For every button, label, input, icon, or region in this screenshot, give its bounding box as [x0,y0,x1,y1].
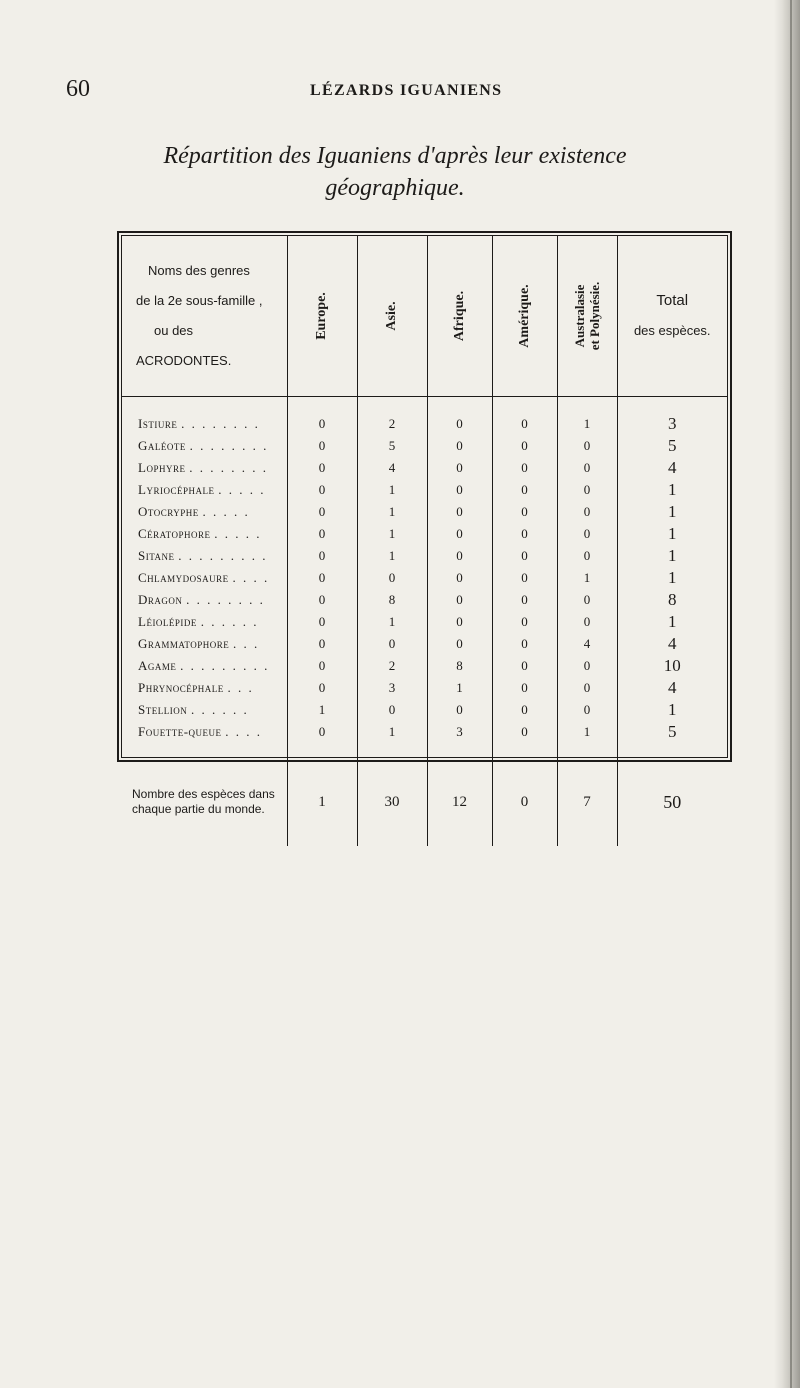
count-europe: 0 [287,397,357,436]
count-asia: 3 [357,677,427,699]
count-total: 1 [617,699,727,721]
region-header-europe [287,236,357,397]
count-europe: 0 [287,435,357,457]
count-europe: 0 [287,567,357,589]
genus-name [122,721,287,758]
genus-name [122,457,287,479]
genus-name [122,699,287,721]
genus-label: Galéote [138,438,186,453]
genus-label: Cératophore [138,526,211,541]
genus-header-line: ou des [154,323,194,338]
region-header-africa [427,236,492,397]
count-america: 0 [492,655,557,677]
count-asia: 0 [357,633,427,655]
genus-label: Otocryphe [138,504,199,519]
genus-name [122,589,287,611]
count-asia: 2 [357,397,427,436]
page-header [0,76,800,106]
count-africa: 0 [427,523,492,545]
count-asia: 1 [357,523,427,545]
count-europe: 0 [287,545,357,567]
count-australasia: 1 [557,721,617,758]
count-australasia: 0 [557,435,617,457]
table-title [40,140,750,204]
genus-label: Agame [138,658,177,673]
count-asia: 5 [357,435,427,457]
region-label-line: et Polynésie. [587,281,602,351]
count-australasia: 0 [557,545,617,567]
leader-dots: . . . [227,680,254,695]
genus-label: Phrynocéphale [138,680,224,695]
count-africa: 0 [427,397,492,436]
count-africa: 0 [427,501,492,523]
leader-dots: . . . . . . . . . [180,658,270,673]
table-row [122,655,727,677]
count-asia: 2 [357,655,427,677]
count-europe: 0 [287,655,357,677]
leader-dots: . . . . . . . . [189,460,268,475]
leader-dots: . . . . . . . . [189,438,269,453]
region-header-asia [357,236,427,397]
region-label-line: Australasie [572,284,587,348]
region-label: Europe. [314,292,329,340]
genus-column-header [122,236,287,397]
leader-dots: . . . . . [202,504,250,519]
table-row [122,699,727,721]
count-africa: 1 [427,677,492,699]
summary-africa: 12 [427,758,492,847]
count-total: 1 [617,611,727,633]
count-america: 0 [492,457,557,479]
count-asia: 1 [357,479,427,501]
summary-label-line: chaque partie du monde. [132,802,265,816]
count-total: 4 [617,677,727,699]
count-total: 1 [617,567,727,589]
count-asia: 0 [357,699,427,721]
count-total: 4 [617,457,727,479]
page-spine-shadow [774,0,800,1388]
count-europe: 0 [287,523,357,545]
count-total: 5 [617,721,727,758]
count-africa: 0 [427,567,492,589]
table-row [122,523,727,545]
count-europe: 0 [287,633,357,655]
genus-name [122,633,287,655]
summary-label [122,758,287,847]
count-america: 0 [492,677,557,699]
count-asia: 1 [357,611,427,633]
summary-total: 50 [617,758,727,847]
count-europe: 1 [287,699,357,721]
count-australasia: 0 [557,479,617,501]
table-row [122,589,727,611]
page-number: 60 [66,76,90,102]
summary-america: 0 [492,758,557,847]
table-title-line-2: géographique. [325,175,465,201]
summary-row [122,758,727,847]
count-total: 1 [617,479,727,501]
table-row [122,545,727,567]
leader-dots: . . . . . [214,526,262,541]
genus-name [122,567,287,589]
count-europe: 0 [287,721,357,758]
count-africa: 0 [427,479,492,501]
region-header-australasia [557,236,617,397]
table-row [122,457,727,479]
genus-label: Fouette-queue [138,724,222,739]
table-row [122,397,727,436]
count-australasia: 0 [557,457,617,479]
count-total: 8 [617,589,727,611]
leader-dots: . . . . . . . . [181,416,260,431]
genus-label: Lyriocéphale [138,482,215,497]
distribution-table [122,236,727,846]
genus-label: Istiure [138,416,178,431]
region-label [572,282,602,351]
count-africa: 8 [427,655,492,677]
count-australasia: 0 [557,589,617,611]
count-europe: 0 [287,611,357,633]
count-australasia: 0 [557,699,617,721]
genus-header-line: de la 2e sous-famille , [136,293,263,308]
count-america: 0 [492,479,557,501]
total-header-line: des espèces. [633,323,711,338]
summary-asia: 30 [357,758,427,847]
count-america: 0 [492,435,557,457]
table-title-line-1: Répartition des Iguaniens d'après leur existence [163,143,627,169]
count-america: 0 [492,699,557,721]
count-europe: 0 [287,479,357,501]
genus-name [122,501,287,523]
total-header-line: Total [656,292,689,309]
summary-label-line: Nombre des espèces dans [132,787,275,801]
table-row [122,611,727,633]
count-europe: 0 [287,677,357,699]
count-africa: 0 [427,589,492,611]
count-australasia: 1 [557,397,617,436]
leader-dots: . . . . . . [200,614,259,629]
count-america: 0 [492,633,557,655]
count-asia: 4 [357,457,427,479]
count-america: 0 [492,721,557,758]
genus-label: Dragon [138,592,183,607]
count-total: 5 [617,435,727,457]
leader-dots: . . . . . . [190,702,249,717]
count-america: 0 [492,501,557,523]
count-africa: 0 [427,545,492,567]
region-label: Asie. [384,301,399,331]
count-america: 0 [492,589,557,611]
count-america: 0 [492,523,557,545]
region-label: Afrique. [451,290,467,342]
genus-name [122,611,287,633]
count-australasia: 1 [557,567,617,589]
genus-label: Chlamydosaure [138,570,229,585]
leader-dots: . . . . [225,724,263,739]
count-asia: 1 [357,721,427,758]
summary-europe: 1 [287,758,357,847]
genus-name [122,435,287,457]
summary-australasia: 7 [557,758,617,847]
count-europe: 0 [287,457,357,479]
count-africa: 3 [427,721,492,758]
table-row [122,721,727,758]
count-australasia: 0 [557,501,617,523]
leader-dots: . . . . . . . . . [178,548,268,563]
count-australasia: 0 [557,677,617,699]
table-row [122,633,727,655]
count-australasia: 0 [557,611,617,633]
genus-name [122,545,287,567]
table-row [122,435,727,457]
count-africa: 0 [427,699,492,721]
genus-label: Lophyre [138,460,186,475]
count-total: 1 [617,523,727,545]
leader-dots: . . . [233,636,260,651]
count-america: 0 [492,397,557,436]
leader-dots: . . . . . [218,482,266,497]
genus-label: Grammatophore [138,636,230,651]
count-australasia: 0 [557,523,617,545]
count-europe: 0 [287,501,357,523]
count-asia: 0 [357,567,427,589]
page-spine-line [790,0,792,1388]
count-total: 3 [617,397,727,436]
region-header-america [492,236,557,397]
count-asia: 8 [357,589,427,611]
genus-name [122,397,287,436]
genus-header-line: Noms des genres [148,263,250,278]
genus-name [122,479,287,501]
count-america: 0 [492,567,557,589]
genus-name [122,523,287,545]
count-america: 0 [492,611,557,633]
leader-dots: . . . . . . . . [186,592,265,607]
count-total: 1 [617,545,727,567]
count-europe: 0 [287,589,357,611]
count-total: 10 [617,655,727,677]
table-row [122,479,727,501]
region-label: Amérique. [516,284,532,348]
count-total: 4 [617,633,727,655]
genus-name [122,677,287,699]
count-asia: 1 [357,501,427,523]
running-head: LÉZARDS IGUANIENS [310,82,503,99]
count-asia: 1 [357,545,427,567]
genus-header-line: ACRODONTES. [136,353,232,368]
table-row [122,677,727,699]
count-australasia: 4 [557,633,617,655]
genus-label: Sitane [138,548,175,563]
count-africa: 0 [427,457,492,479]
count-total: 1 [617,501,727,523]
table-header-row [122,236,727,397]
count-australasia: 0 [557,655,617,677]
genus-label: Léiolépide [138,614,197,629]
total-column-header [617,236,727,397]
table-row [122,501,727,523]
table-row [122,567,727,589]
count-africa: 0 [427,435,492,457]
genus-label: Stellion [138,702,188,717]
leader-dots: . . . . [232,570,270,585]
table-body [122,397,727,758]
genus-name [122,655,287,677]
count-africa: 0 [427,611,492,633]
count-america: 0 [492,545,557,567]
count-africa: 0 [427,633,492,655]
